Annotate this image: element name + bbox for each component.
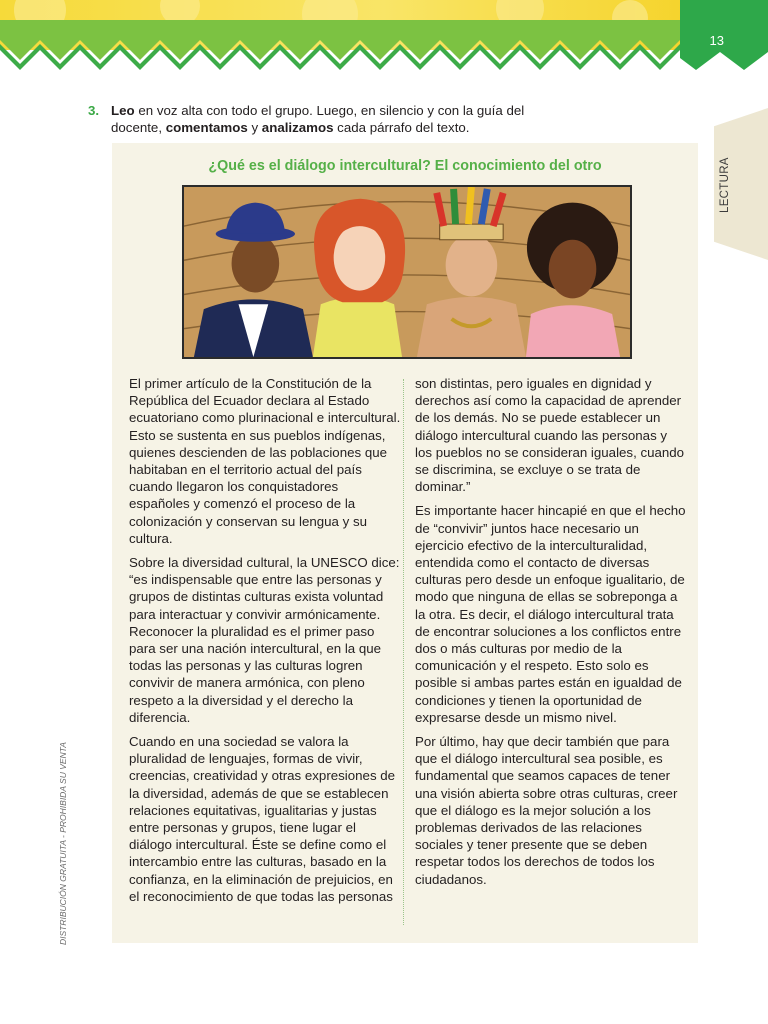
paragraph: El primer artículo de la Constitución de la República del Ecuador declara al Estado ecuatoriano como plurinacional e intercultural. Esto se sustenta en sus pueblos indígenas, quienes descienden de las poblaciones que habitaban en el territorio actual del país cuando llegaron los conquistadores españoles y comenzó el proceso de la colonización y conservan su lengua y su cultura. bbox=[129, 376, 401, 546]
text-column-left bbox=[129, 375, 401, 912]
paragraph: Sobre la diversidad cultural, la UNESCO dice: “es indispensable que entre las personas y grupos de distintas culturas exista voluntad para interactuar y convivir armónicamente. Reconocer la pluralidad es el primer paso para ser una nación intercultural, en la que todas las personas y las culturas logren convivir de manera armónica, con pleno respeto a la diversidad y el derecho la diferencia. bbox=[129, 555, 400, 725]
instruction-text bbox=[111, 102, 538, 136]
instruction-text-2: y bbox=[247, 120, 262, 135]
instruction-bold-3: analizamos bbox=[261, 120, 334, 135]
four-people-illustration bbox=[182, 185, 632, 359]
activity-instruction bbox=[88, 102, 538, 136]
page-number: 13 bbox=[709, 33, 724, 48]
paragraph: Cuando en una sociedad se valora la pluralidad de lenguajes, formas de vivir, creencias, creatividad y otras expresiones de la diversidad, además de que se establecen relaciones equitativas, igualitarias y justas entre personas y grupos, tiene lugar el diálogo intercultural. Éste se define como el intercambio entre las culturas, basado en la confianza, en la eliminación de prejuicios, en el reconocimiento de que todas las personas bbox=[129, 734, 396, 904]
instruction-text-1: en voz alta con todo el grupo. Luego, en silencio y con la guía del docente, bbox=[111, 103, 525, 135]
paragraph: son distintas, pero iguales en dignidad y derechos así como la capacidad de aprender de los demás. No se puede establecer un diálogo intercultural cuando las personas y los pueblos no se consideran iguales, cuando se discrimina, se excluye o se trata de dominar.” bbox=[415, 376, 685, 495]
instruction-text-3: cada párrafo del texto. bbox=[333, 120, 470, 135]
text-column-right bbox=[415, 375, 687, 895]
instruction-bold-2: comentamos bbox=[165, 120, 248, 135]
reading-title: ¿Qué es el diálogo intercultural? El conocimiento del otro bbox=[208, 158, 602, 174]
distribution-note: DISTRIBUCIÓN GRATUITA - PROHIBIDA SU VENTA bbox=[58, 742, 68, 945]
instruction-number: 3. bbox=[88, 103, 100, 118]
paragraph: Por último, hay que decir también que para que el diálogo intercultural sea posible, es fundamental que seamos capaces de tener una visión abierta sobre otras culturas, creer que el diálogo es la mejor solución a los problemas derivados de las relaciones sociales y tener presente que se deben respetar todos los derechos de todos los ciudadanos. bbox=[415, 734, 678, 887]
paragraph: Es importante hacer hincapié en que el hecho de “convivir” juntos hace necesario un ejercicio efectivo de la interculturalidad, entendida como el contacto de diversas culturas pero desde un enfoque igualitario, de modo que ninguna de ellas se sobreponga a la otra. Es decir, el diálogo intercultural trata de encontrar soluciones a los conflictos entre dos o más culturas por medio de la comunicación y el respeto. Esto solo es posible si ambas partes están en igualdad de condiciones y tienen la oportunidad de expresarse desde un mismo nivel. bbox=[415, 503, 686, 725]
column-divider bbox=[403, 379, 404, 925]
person-girl-red-hair bbox=[313, 199, 405, 357]
top-banner bbox=[0, 0, 768, 80]
section-tab-label: LECTURA bbox=[719, 157, 731, 213]
reading-panel bbox=[112, 143, 698, 943]
instruction-bold-lead: Leo bbox=[111, 103, 135, 118]
